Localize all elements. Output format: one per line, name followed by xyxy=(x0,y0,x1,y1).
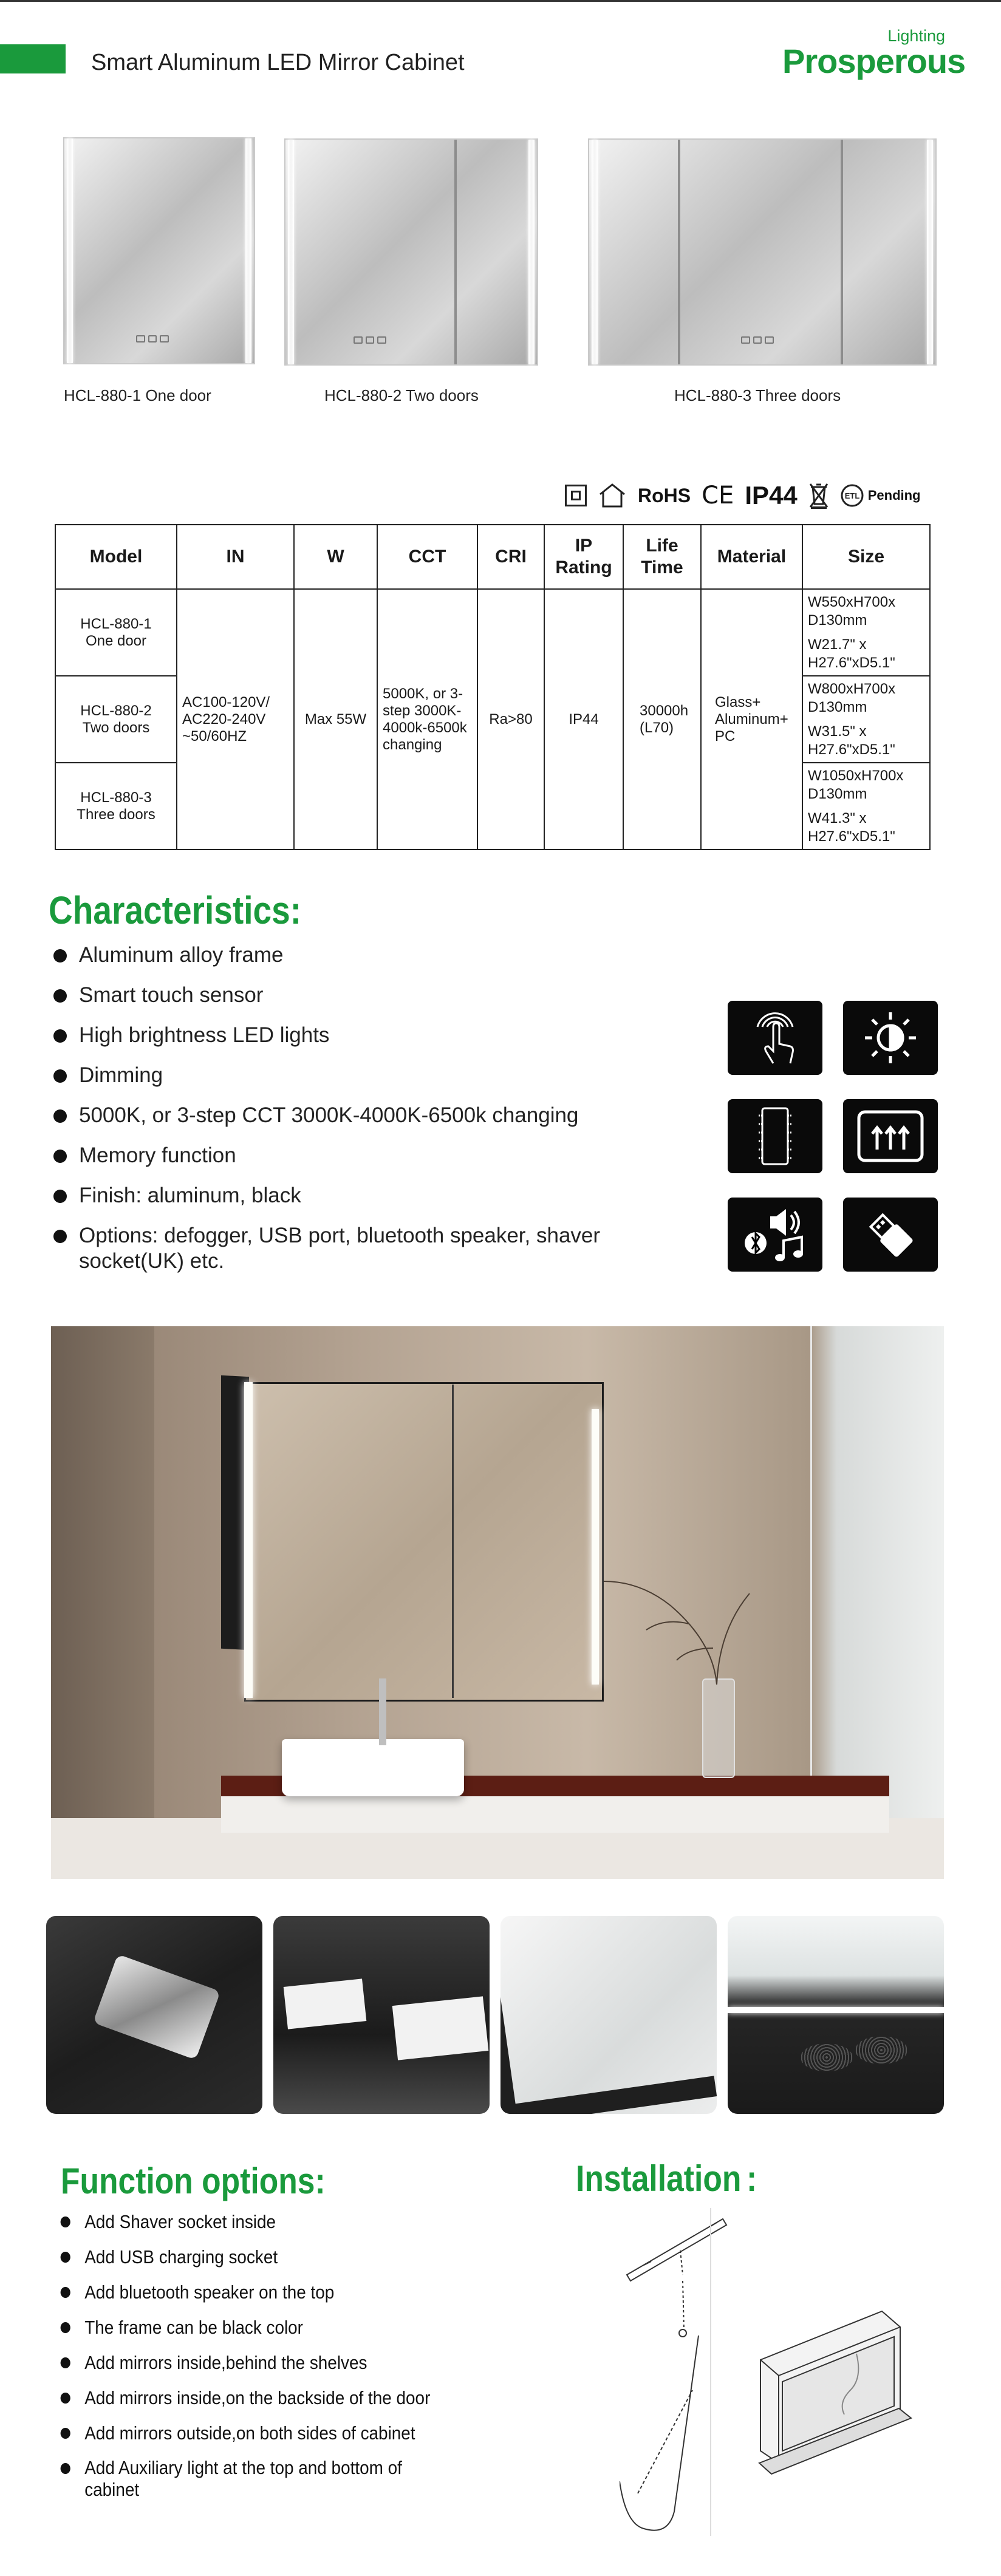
col-header: CRI xyxy=(477,525,544,589)
product-image-two-doors xyxy=(284,138,538,366)
etl-pending-label: Pending xyxy=(867,488,921,503)
logo-subtitle: Lighting xyxy=(887,27,945,45)
characteristics-list xyxy=(50,942,682,1289)
ip-cell: IP44 xyxy=(544,589,623,850)
list-item: Finish: aluminum, black xyxy=(50,1183,682,1208)
detail-photo-mirror-edge xyxy=(501,1916,717,2114)
product-caption-two-doors: HCL-880-2 Two doors xyxy=(324,386,479,404)
size-cell: W550xH700x D130mm W21.7" x H27.6"xD5.1" xyxy=(802,589,930,676)
list-item: Add Auxiliary light at the top and bottom of cabinet xyxy=(58,2457,434,2501)
model-cell: HCL-880-2 Two doors xyxy=(55,676,177,763)
col-header: Life Time xyxy=(623,525,701,589)
col-header: IP Rating xyxy=(544,525,623,589)
etl-mark xyxy=(840,483,921,508)
list-item: Aluminum alloy frame xyxy=(50,942,682,968)
table-row xyxy=(55,589,930,676)
model-cell: HCL-880-3 Three doors xyxy=(55,763,177,850)
function-options-title: Function options: xyxy=(61,2161,326,2201)
accent-bar xyxy=(0,44,66,73)
weee-bin-icon xyxy=(808,482,829,509)
function-options-list xyxy=(58,2210,507,2513)
ip44-mark: IP44 xyxy=(745,481,798,509)
col-header: W xyxy=(294,525,377,589)
list-item: 5000K, or 3-step CCT 3000K-4000K-6500k changing xyxy=(50,1103,682,1128)
usb-icon xyxy=(843,1198,938,1272)
spec-table xyxy=(55,524,931,850)
size-cell: W800xH700x D130mm W31.5" x H27.6"xD5.1" xyxy=(802,676,930,763)
detail-photo-speaker xyxy=(728,1916,944,2114)
indoor-use-icon xyxy=(598,482,627,509)
page-title: Smart Aluminum LED Mirror Cabinet xyxy=(91,50,465,75)
list-item: Add mirrors inside,on the backside of the door xyxy=(58,2387,507,2410)
brightness-icon xyxy=(843,1001,938,1075)
rohs-mark: RoHS xyxy=(638,484,691,506)
logo-brand: Prosperous xyxy=(782,42,966,80)
size-cell: W1050xH700x D130mm W41.3" x H27.6"xD5.1" xyxy=(802,763,930,850)
list-item: Add mirrors outside,on both sides of cabinet xyxy=(58,2422,507,2445)
top-rule xyxy=(0,0,1001,2)
cri-cell: Ra>80 xyxy=(477,589,544,850)
input-cell: AC100-120V/ AC220-240V ~50/60HZ xyxy=(177,589,294,850)
led-chip-icon xyxy=(728,1099,822,1173)
col-header: Material xyxy=(701,525,802,589)
life-cell: 30000h (L70) xyxy=(623,589,701,850)
certification-row xyxy=(565,480,921,511)
list-item: Add Shaver socket inside xyxy=(58,2210,507,2234)
col-header: CCT xyxy=(377,525,477,589)
etl-icon xyxy=(840,483,864,508)
lifestyle-photo xyxy=(51,1326,944,1879)
product-caption-three-doors: HCL-880-3 Three doors xyxy=(674,386,841,404)
product-image-three-doors xyxy=(588,138,937,366)
ce-mark: CE xyxy=(702,482,734,509)
defogger-icon xyxy=(843,1099,938,1173)
svg-text:ETL: ETL xyxy=(844,491,859,500)
cct-cell: 5000K, or 3-step 3000K-4000k-6500k changing xyxy=(377,589,477,850)
list-item: Add bluetooth speaker on the top xyxy=(58,2281,507,2304)
product-image-one-door xyxy=(63,137,255,364)
touch-icon xyxy=(728,1001,822,1075)
brand-logo xyxy=(782,24,966,80)
col-header: IN xyxy=(177,525,294,589)
installation-title: Installation : xyxy=(576,2158,757,2199)
spec-table-header xyxy=(55,525,930,589)
col-header: Model xyxy=(55,525,177,589)
col-header: Size xyxy=(802,525,930,589)
list-item: Memory function xyxy=(50,1143,682,1168)
list-item: Add USB charging socket xyxy=(58,2246,507,2269)
material-cell: Glass+ Aluminum+ PC xyxy=(701,589,802,850)
watt-cell: Max 55W xyxy=(294,589,377,850)
list-item: Smart touch sensor xyxy=(50,983,682,1008)
detail-photo-hinge xyxy=(46,1916,262,2114)
installation-diagram xyxy=(620,2208,960,2536)
list-item: Dimming xyxy=(50,1063,682,1088)
detail-photo-usb-socket xyxy=(273,1916,490,2114)
product-caption-one-door: HCL-880-1 One door xyxy=(64,386,211,404)
model-cell: HCL-880-1 One door xyxy=(55,589,177,676)
list-item: Add mirrors inside,behind the shelves xyxy=(58,2351,507,2374)
double-insulation-icon xyxy=(565,485,587,506)
bluetooth-speaker-icon xyxy=(728,1198,822,1272)
list-item: Options: defogger, USB port, bluetooth speaker, shaver socket(UK) etc. xyxy=(50,1223,662,1274)
characteristics-title: Characteristics: xyxy=(49,888,302,932)
list-item: The frame can be black color xyxy=(58,2316,507,2339)
list-item: High brightness LED lights xyxy=(50,1023,682,1048)
